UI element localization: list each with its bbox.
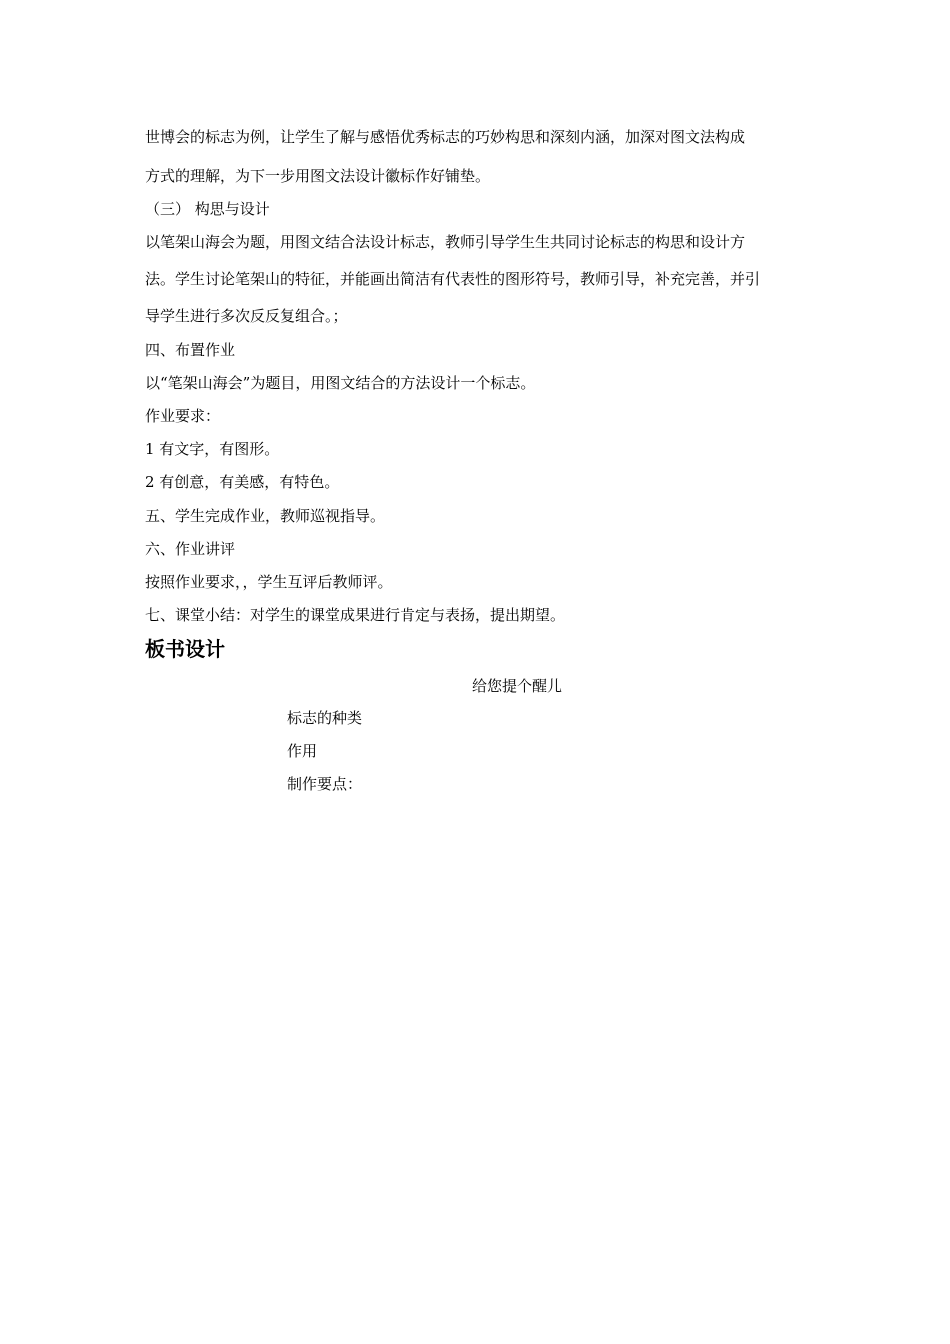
paragraph-line: 导学生进行多次反反复组合。； <box>145 307 348 325</box>
section-heading: 五、学生完成作业，教师巡视指导。 <box>145 507 386 525</box>
list-item: 1 有文字，有图形。 <box>145 440 280 458</box>
paragraph-line: 世博会的标志为例，让学生了解与感悟优秀标志的巧妙构思和深刻内涵，加深对图文法构成 <box>145 128 746 146</box>
section-heading: 七、课堂小结：对学生的课堂成果进行肯定与表扬，提出期望。 <box>145 606 566 624</box>
board-item: 制作要点： <box>287 775 363 793</box>
paragraph-line: 以“笔架山海会”为题目，用图文结合的方法设计一个标志。 <box>145 374 536 392</box>
board-item: 标志的种类 <box>287 709 363 727</box>
section-heading: 六、作业讲评 <box>145 540 236 558</box>
board-title: 给您提个醒儿 <box>472 677 563 695</box>
paragraph-line: 按照作业要求，，学生互评后教师评。 <box>145 573 393 591</box>
board-item: 作用 <box>287 742 318 760</box>
section-heading: （三） 构思与设计 <box>145 200 270 218</box>
paragraph-line: 以笔架山海会为题，用图文结合法设计标志，教师引导学生生共同讨论标志的构思和设计方 <box>145 233 746 251</box>
paragraph-line: 作业要求： <box>145 407 221 425</box>
paragraph-line: 方式的理解，为下一步用图文法设计徽标作好铺垫。 <box>145 167 491 185</box>
paragraph-line: 法。学生讨论笔架山的特征，并能画出简洁有代表性的图形符号，教师引导，补充完善，并引 <box>145 270 761 288</box>
list-item: 2 有创意，有美感，有特色。 <box>145 473 340 491</box>
board-design-heading: 板书设计 <box>145 637 225 661</box>
section-heading: 四、布置作业 <box>145 341 236 359</box>
